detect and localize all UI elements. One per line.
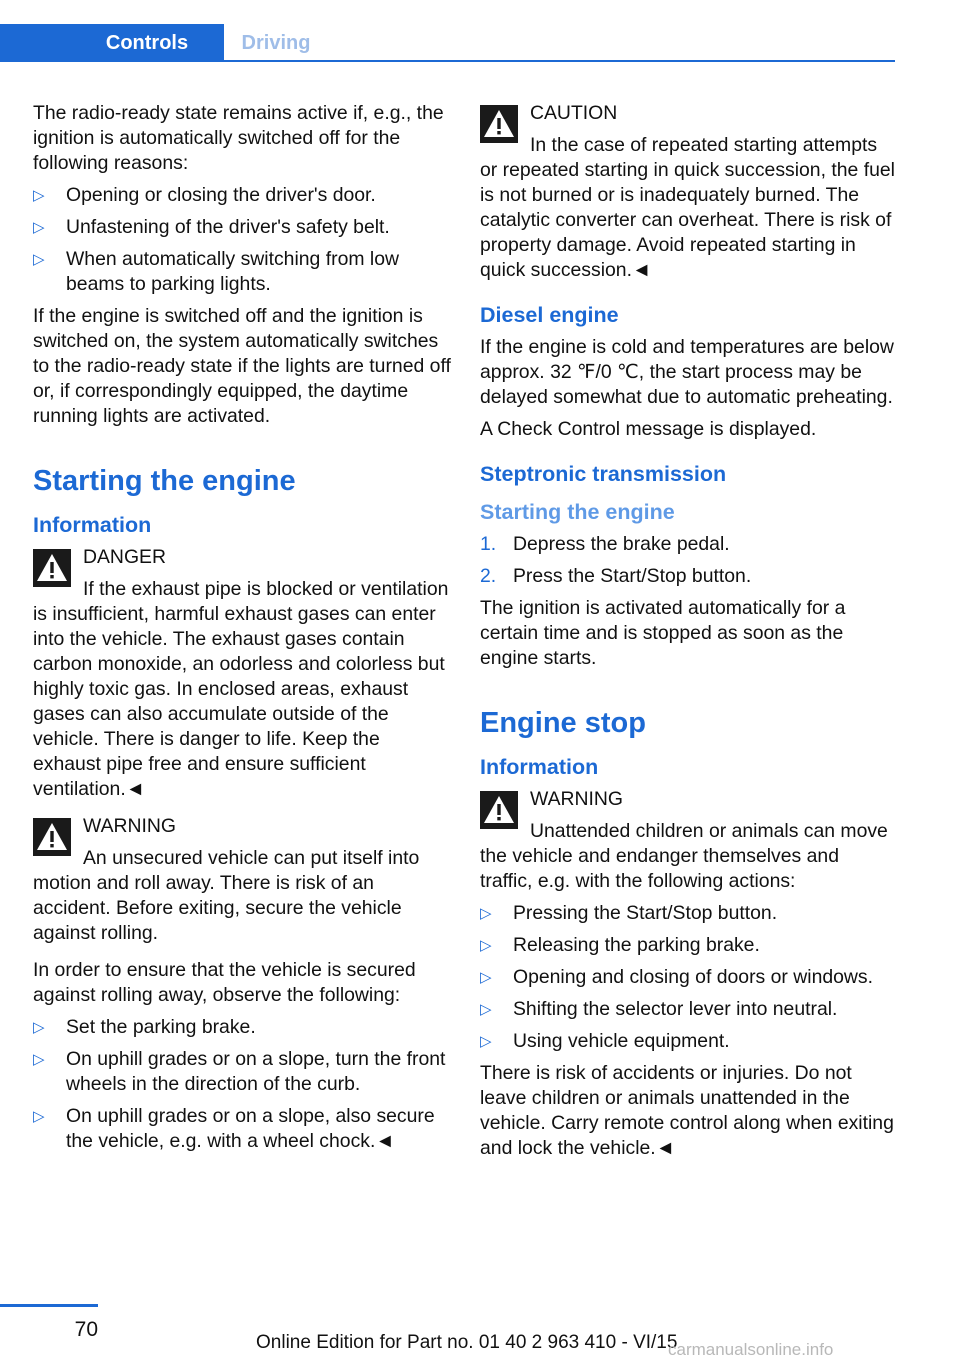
list-item: ▷ On uphill grades or on a slope, also secure the vehicle, e.g. with a wheel chock.◄ bbox=[33, 1105, 435, 1152]
section-title-engine-stop: Engine stop bbox=[480, 707, 646, 739]
triangle-bullet-icon: ▷ bbox=[33, 187, 45, 204]
triangle-bullet-icon: ▷ bbox=[480, 1001, 492, 1018]
list-item: ▷ Pressing the Start/Stop button. bbox=[480, 902, 778, 924]
diesel-message: A Check Control message is displayed. bbox=[480, 418, 817, 440]
list-item: ▷ Unfastening of the driver's safety belt. bbox=[33, 216, 390, 238]
top-nav bbox=[0, 24, 895, 62]
list-item: ▷ Opening or closing the driver's door. bbox=[33, 184, 376, 206]
final-text: There is risk of accidents or injuries. Do not leave children or animals unattended in the vehicle. Carry remote control along when exiting and lock the vehicle.◄ bbox=[480, 1062, 894, 1159]
warning-notice bbox=[480, 787, 895, 894]
list-item: 2. Press the Start/Stop button. bbox=[480, 565, 752, 587]
triangle-bullet-icon: ▷ bbox=[33, 251, 45, 268]
danger-label: DANGER bbox=[83, 546, 166, 568]
list-item: ▷ On uphill grades or on a slope, turn the front wheels in the direction of the curb. bbox=[33, 1048, 446, 1095]
subsection-title-steptronic: Steptronic transmission bbox=[480, 462, 727, 486]
edition-text: Online Edition for Part no. 01 40 2 963 410 - VI/15 bbox=[256, 1332, 678, 1353]
left-column bbox=[33, 101, 451, 1161]
subheading-starting-engine: Starting the engine bbox=[480, 500, 675, 524]
triangle-bullet-icon: ▷ bbox=[33, 1108, 45, 1125]
list-item: ▷ When automatically switching from low beams to parking lights. bbox=[33, 248, 399, 295]
caution-label: CAUTION bbox=[530, 102, 618, 124]
footer-rule bbox=[0, 1304, 98, 1307]
warning-label: WARNING bbox=[530, 788, 623, 810]
triangle-bullet-icon: ▷ bbox=[480, 937, 492, 954]
header-rule bbox=[0, 60, 895, 62]
subsection-title-information: Information bbox=[480, 755, 599, 779]
danger-notice bbox=[33, 545, 451, 802]
warning-text: Unattended children or animals can move the vehicle and endanger themselves and traffic, e.g. with the following actions: bbox=[480, 820, 888, 892]
ignition-text: The ignition is activated automatically for a certain time and is stopped as soon as the engine starts. bbox=[480, 597, 846, 669]
list-item: ▷ Using vehicle equipment. bbox=[480, 1030, 730, 1052]
warning-notice bbox=[33, 814, 451, 946]
subsection-title-diesel: Diesel engine bbox=[480, 303, 619, 327]
diesel-text: If the engine is cold and temperatures are below approx. 32 ℉/0 ℃, the start process may be delayed somewhat due to automatic preheating. bbox=[480, 336, 894, 408]
radio-ready-intro: The radio-ready state remains active if, e.g., the ignition is automatically switched off for the following reasons: bbox=[33, 102, 444, 174]
list-item: ▷ Set the parking brake. bbox=[33, 1016, 256, 1038]
subsection-title-information: Information bbox=[33, 513, 152, 537]
warning-triangle-icon bbox=[33, 818, 71, 856]
radio-ready-paragraph: If the engine is switched off and the ignition is switched on, the system automatically switches to the radio-ready state if the lights are turned off or, if correspondingly equipped, the daytime running lights are activated. bbox=[33, 305, 451, 427]
actions-list bbox=[480, 901, 895, 1054]
section-title-starting-engine: Starting the engine bbox=[33, 465, 296, 497]
tab-controls[interactable]: Controls bbox=[0, 24, 224, 62]
secure-intro: In order to ensure that the vehicle is secured against rolling away, observe the following: bbox=[33, 959, 416, 1006]
triangle-bullet-icon: ▷ bbox=[480, 905, 492, 922]
triangle-bullet-icon: ▷ bbox=[33, 1051, 45, 1068]
reasons-list bbox=[33, 183, 451, 297]
page-number: 70 bbox=[74, 1318, 98, 1341]
secure-steps-list bbox=[33, 1015, 451, 1154]
tab-driving[interactable]: Driving bbox=[241, 31, 311, 54]
warning-label: WARNING bbox=[83, 815, 176, 837]
triangle-bullet-icon: ▷ bbox=[33, 219, 45, 236]
danger-text: If the exhaust pipe is blocked or ventilation is insufficient, harmful exhaust gases can enter into the vehicle. The exhaust gases contain carbon monoxide, an odorless and colorless but highly toxic gas. In enclosed areas, exhaust gases can also accumulate outside of the vehicle. There is danger to life. Keep the exhaust pipe free and ensure sufficient ventilation.◄ bbox=[33, 578, 449, 800]
triangle-bullet-icon: ▷ bbox=[33, 1019, 45, 1036]
right-column bbox=[480, 101, 895, 1168]
warning-triangle-icon bbox=[480, 105, 518, 143]
watermark: carmanualsonline.info bbox=[668, 1340, 834, 1359]
caution-text: In the case of repeated starting attempts or repeated starting in quick succession, the fuel is not burned or is inadequately burned. The catalytic converter can overheat. There is risk of property damage. Avoid repeated starting in quick succession.◄ bbox=[480, 134, 895, 281]
triangle-bullet-icon: ▷ bbox=[480, 1033, 492, 1050]
warning-triangle-icon bbox=[33, 549, 71, 587]
warning-triangle-icon bbox=[480, 791, 518, 829]
caution-notice bbox=[480, 101, 895, 283]
list-item: ▷ Opening and closing of doors or windows. bbox=[480, 966, 874, 988]
list-item: ▷ Releasing the parking brake. bbox=[480, 934, 760, 956]
list-item: 1. Depress the brake pedal. bbox=[480, 533, 730, 555]
triangle-bullet-icon: ▷ bbox=[480, 969, 492, 986]
warning-text: An unsecured vehicle can put itself into motion and roll away. There is risk of an accident. Before exiting, secure the vehicle against rolling. bbox=[33, 847, 420, 944]
list-item: ▷ Shifting the selector lever into neutral. bbox=[480, 998, 838, 1020]
start-steps-list bbox=[480, 532, 895, 589]
